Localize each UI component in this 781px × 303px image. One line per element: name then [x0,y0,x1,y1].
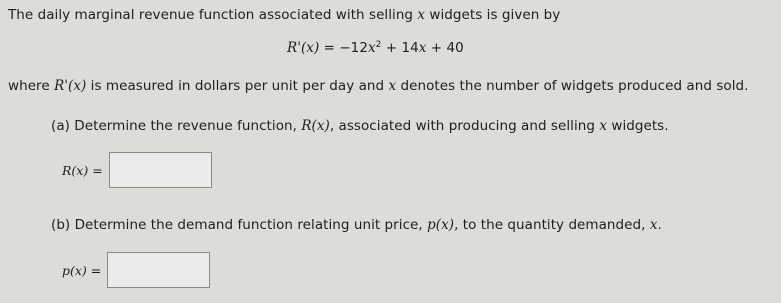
where-text-3: denotes the number of widgets produced and sold. [396,78,749,94]
equation-exponent: 2 [375,40,382,50]
part-b-text-2: , to the quantity demanded, [454,217,650,233]
part-a-variable-1: R(x) [301,118,330,134]
intro-text: The daily marginal revenue function associated with selling [8,7,418,23]
part-b-answer-label: p(x) = [62,262,102,278]
intro-variable: x [417,7,426,23]
equation-var1: x [367,40,376,56]
equation-term2: + 14 [381,40,419,56]
problem-intro [8,7,560,23]
equation-var2: x [418,40,427,56]
intro-text-end: widgets is given by [425,7,561,23]
part-a-variable-2: x [599,118,608,134]
part-a-text-2: , associated with producing and selling [329,118,600,134]
part-a-text-3: widgets. [607,118,669,134]
part-b-question [51,217,662,233]
part-a-answer-label: R(x) = [62,162,103,178]
where-text-1: where [8,78,55,94]
equation-term1: = −12 [319,40,368,56]
part-a-answer-row [62,152,212,188]
part-b-text-3: . [657,217,662,233]
part-a-question [51,118,669,134]
problem-definitions [8,78,748,94]
where-variable-2: x [388,78,397,94]
marginal-revenue-equation [287,40,464,56]
where-variable-1: R'(x) [54,78,87,94]
equation-lhs: R'(x) [287,40,320,56]
part-b-text-1: (b) Determine the demand function relating unit price, [51,217,428,233]
part-a-text-1: (a) Determine the revenue function, [51,118,302,134]
part-b-variable-1: p(x) [427,217,455,233]
part-a-answer-input[interactable] [109,152,212,188]
where-text-2: is measured in dollars per unit per day and [86,78,389,94]
part-b-answer-row [62,252,210,288]
part-b-variable-2: x [649,217,658,233]
equation-term3: + 40 [426,40,464,56]
part-b-answer-input[interactable] [107,252,210,288]
